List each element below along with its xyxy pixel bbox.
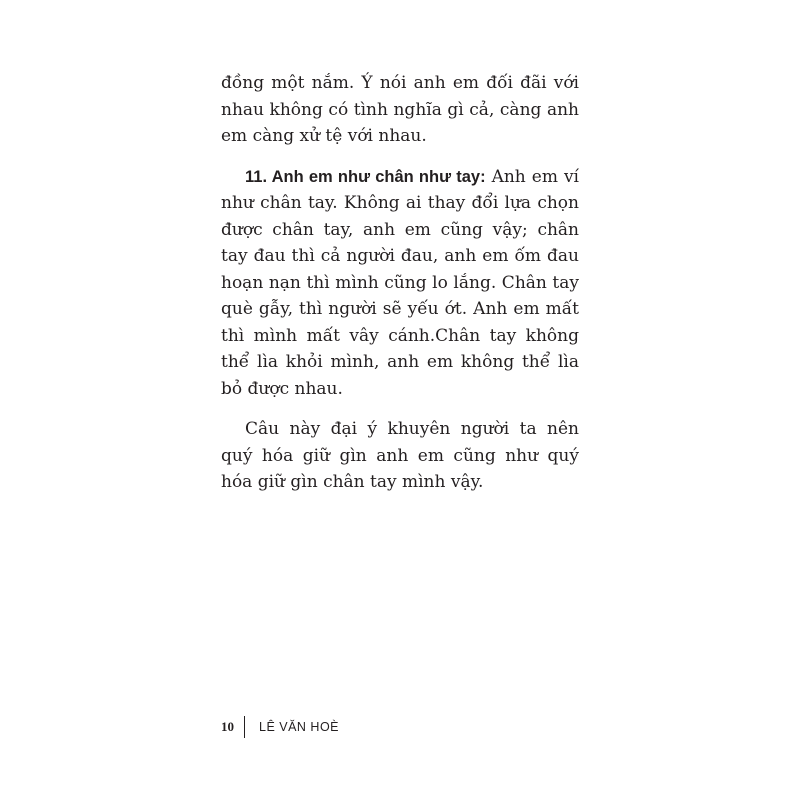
- body-text: [221, 70, 579, 496]
- page-number: 10: [221, 719, 234, 734]
- page-footer: [221, 716, 339, 738]
- footer-divider: [244, 716, 245, 738]
- item-body: Anh em ví như chân tay. Không ai thay đổi lựa chọn được chân tay, anh em cũng vậy; chân tay đau thì cả người đau, anh em ốm đau hoạn nạn thì mình cũng lo lắng. Chân tay què gẫy, thì người sẽ yếu ớt. Anh em mất thì mình mất vây cánh.Chân tay không thể lìa khỏi mình, anh em không thể lìa bỏ được nhau.: [221, 166, 579, 399]
- paragraph-continuation: đồng một nắm. Ý nói anh em đối đãi với nhau không có tình nghĩa gì cả, càng anh em càng xử tệ với nhau.: [221, 73, 579, 146]
- author-name: LÊ VĂN HOÈ: [259, 720, 340, 734]
- paragraph-item-11: [221, 164, 579, 403]
- paragraph-explanation: Câu này đại ý khuyên người ta nên quý hóa giữ gìn anh em cũng như quý hóa giữ gìn chân tay mình vậy.: [221, 419, 579, 492]
- item-heading: 11. Anh em như chân như tay:: [245, 167, 486, 186]
